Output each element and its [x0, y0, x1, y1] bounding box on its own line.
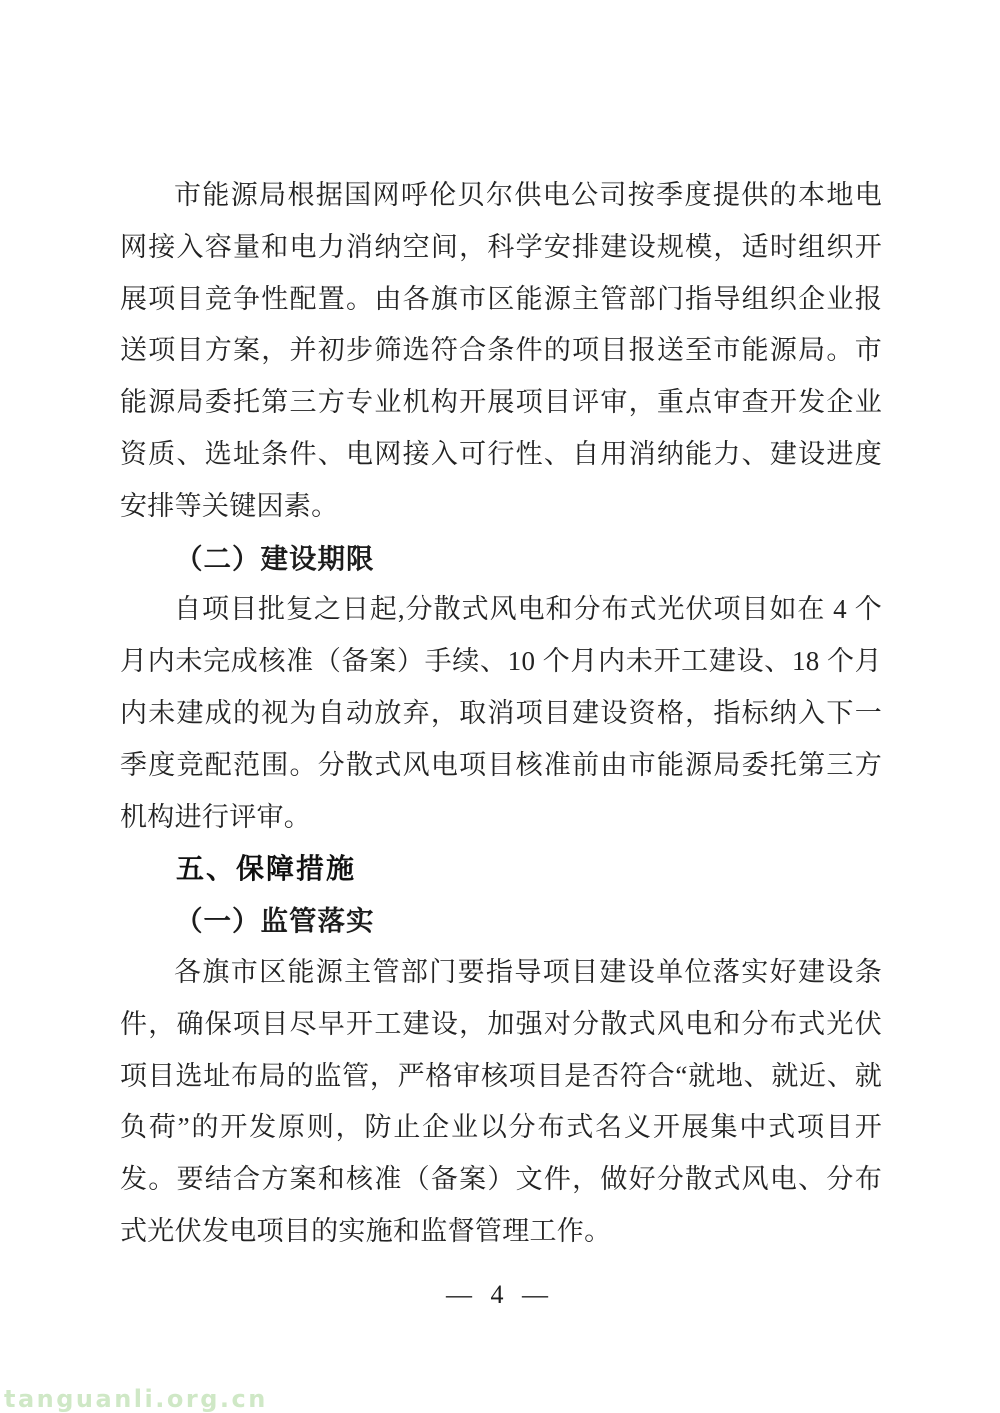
watermark-text: tanguanli.org.cn: [4, 1385, 268, 1413]
paragraph-construction-deadlines: 自项目批复之日起,分散式风电和分布式光伏项目如在 4 个月内未完成核准（备案）手续、10 个月内未开工建设、18 个月内未建成的视为自动放弃，取消项目建设资格，指标纳入下一季度竞配范围。分散式风电项目核准前由市能源局委托第三方机构进行评审。: [120, 594, 882, 832]
heading-supervision-implementation: （一）监管落实: [175, 905, 375, 937]
paragraph-supervision: 各旗市区能源主管部门要指导项目建设单位落实好建设条件，确保项目尽早开工建设，加强对分散式风电和分布式光伏项目选址布局的监管，严格审核项目是否符合“就地、就近、就负荷”的开发原则，防止企业以分布式名义开展集中式项目开发。要结合方案和核准（备案）文件，做好分散式风电、分布式光伏发电项目的实施和监督管理工作。: [120, 956, 882, 1246]
page-number: — 4 —: [446, 1280, 554, 1309]
heading-construction-period: （二）建设期限: [175, 542, 375, 574]
paragraph-project-allocation: 市能源局根据国网呼伦贝尔供电公司按季度提供的本地电网接入容量和电力消纳空间，科学安排建设规模，适时组织开展项目竞争性配置。由各旗市区能源主管部门指导组织企业报送项目方案，并初步筛选符合条件的项目报送至市能源局。市能源局委托第三方专业机构开展项目评审，重点审查开发企业资质、选址条件、电网接入可行性、自用消纳能力、建设进度安排等关键因素。: [120, 180, 882, 521]
heading-safeguard-measures: 五、保障措施: [176, 853, 357, 885]
document-body: [120, 170, 882, 1258]
